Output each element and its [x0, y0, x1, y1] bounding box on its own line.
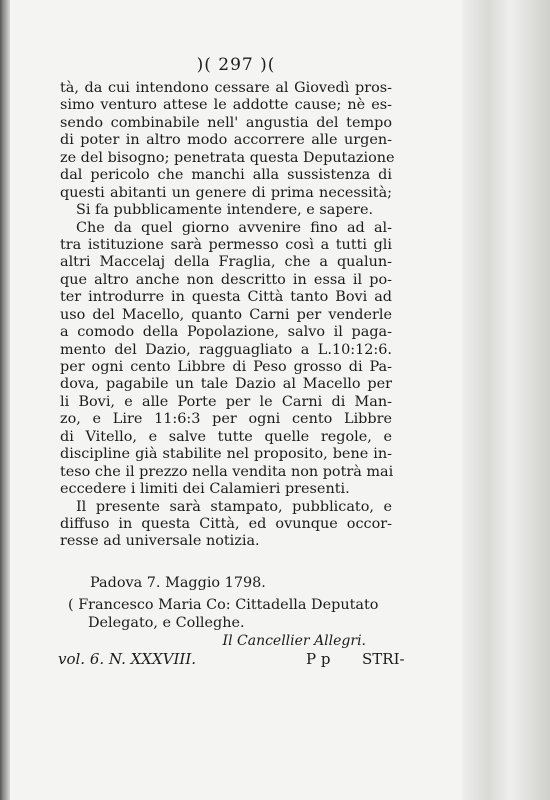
signature-mark: P p	[306, 650, 331, 668]
text-line: que altro anche non descritto in essa il po-	[60, 271, 392, 288]
body-text	[60, 80, 395, 551]
signature-line: ( Francesco Maria Co: Cittadella Deputato	[68, 597, 379, 613]
text-line: discipline già stabilite nel proposito, bene in-	[60, 446, 392, 463]
proclamation-line: Si fa pubblicamente intendere, e sapere.	[76, 202, 374, 219]
text-line: di Vitello, e salve tutte quelle regole, e	[60, 428, 392, 445]
text-line: teso che il prezzo nella vendita non potrà mai	[60, 463, 394, 480]
text-line: tà, da cui intendono cessare al Giovedì pros-	[60, 80, 392, 96]
text-line: questi abitanti un genere di prima necessità;	[60, 184, 392, 201]
text-line: Il presente sarà stampato, pubblicato, e	[76, 498, 392, 515]
text-line: simo venturo attese le addotte cause; nè es-	[60, 97, 392, 114]
page-footer	[58, 650, 405, 670]
book-gutter	[462, 0, 550, 800]
text-line: a comodo della Popolazione, salvo il paga-	[60, 324, 392, 341]
text-line: eccedere i limiti dei Calamieri presenti.	[60, 481, 350, 498]
volume-reference: vol. 6. N. XXXVIII.	[58, 650, 197, 668]
text-line: di poter in altro modo accorrere alle urgen-	[60, 132, 392, 149]
text-line: li Bovi, e alle Porte per le Carni di Man-	[60, 393, 392, 410]
text-line: ze del bisogno; penetrata questa Deputazione	[60, 149, 395, 166]
document-page	[10, 0, 462, 800]
text-line: diffuso in questa Città, ed ovunque occor-	[60, 515, 392, 532]
text-line: resse ad universale notizia.	[60, 533, 260, 550]
chancellor-signature: Il Cancellier Allegri.	[222, 633, 366, 649]
text-line: mento del Dazio, ragguagliato a L.10:12:6.	[60, 341, 392, 358]
page-left-edge	[0, 0, 10, 800]
text-line: altri Maccelaj della Fraglia, che a qualun-	[60, 254, 392, 271]
text-line: uso del Macello, quanto Carni per venderle	[60, 306, 392, 323]
text-line: sendo combinabile nell' angustia del tempo	[60, 114, 392, 131]
text-line: zo, e Lire 11:6:3 per ogni cento Libbre	[60, 411, 392, 428]
dateline: Padova 7. Maggio 1798.	[90, 575, 266, 591]
text-line: dova, pagabile un tale Dazio al Macello per	[60, 376, 392, 393]
text-line: dal pericolo che manchi alla sussistenza di	[60, 167, 392, 184]
text-line: per ogni cento Libbre di Peso grosso di Pa-	[60, 359, 392, 375]
text-line: tra istituzione sarà permesso così a tutti gli	[60, 236, 392, 253]
signature-line: Delegato, e Colleghe.	[88, 615, 245, 631]
text-line: Che da quel giorno avvenire fino ad al-	[76, 219, 392, 236]
catchword: STRI-	[362, 650, 405, 668]
text-line: ter introdurre in questa Città tanto Bovi ad	[60, 289, 392, 306]
page-number-header: )( 297 )(	[196, 55, 276, 75]
